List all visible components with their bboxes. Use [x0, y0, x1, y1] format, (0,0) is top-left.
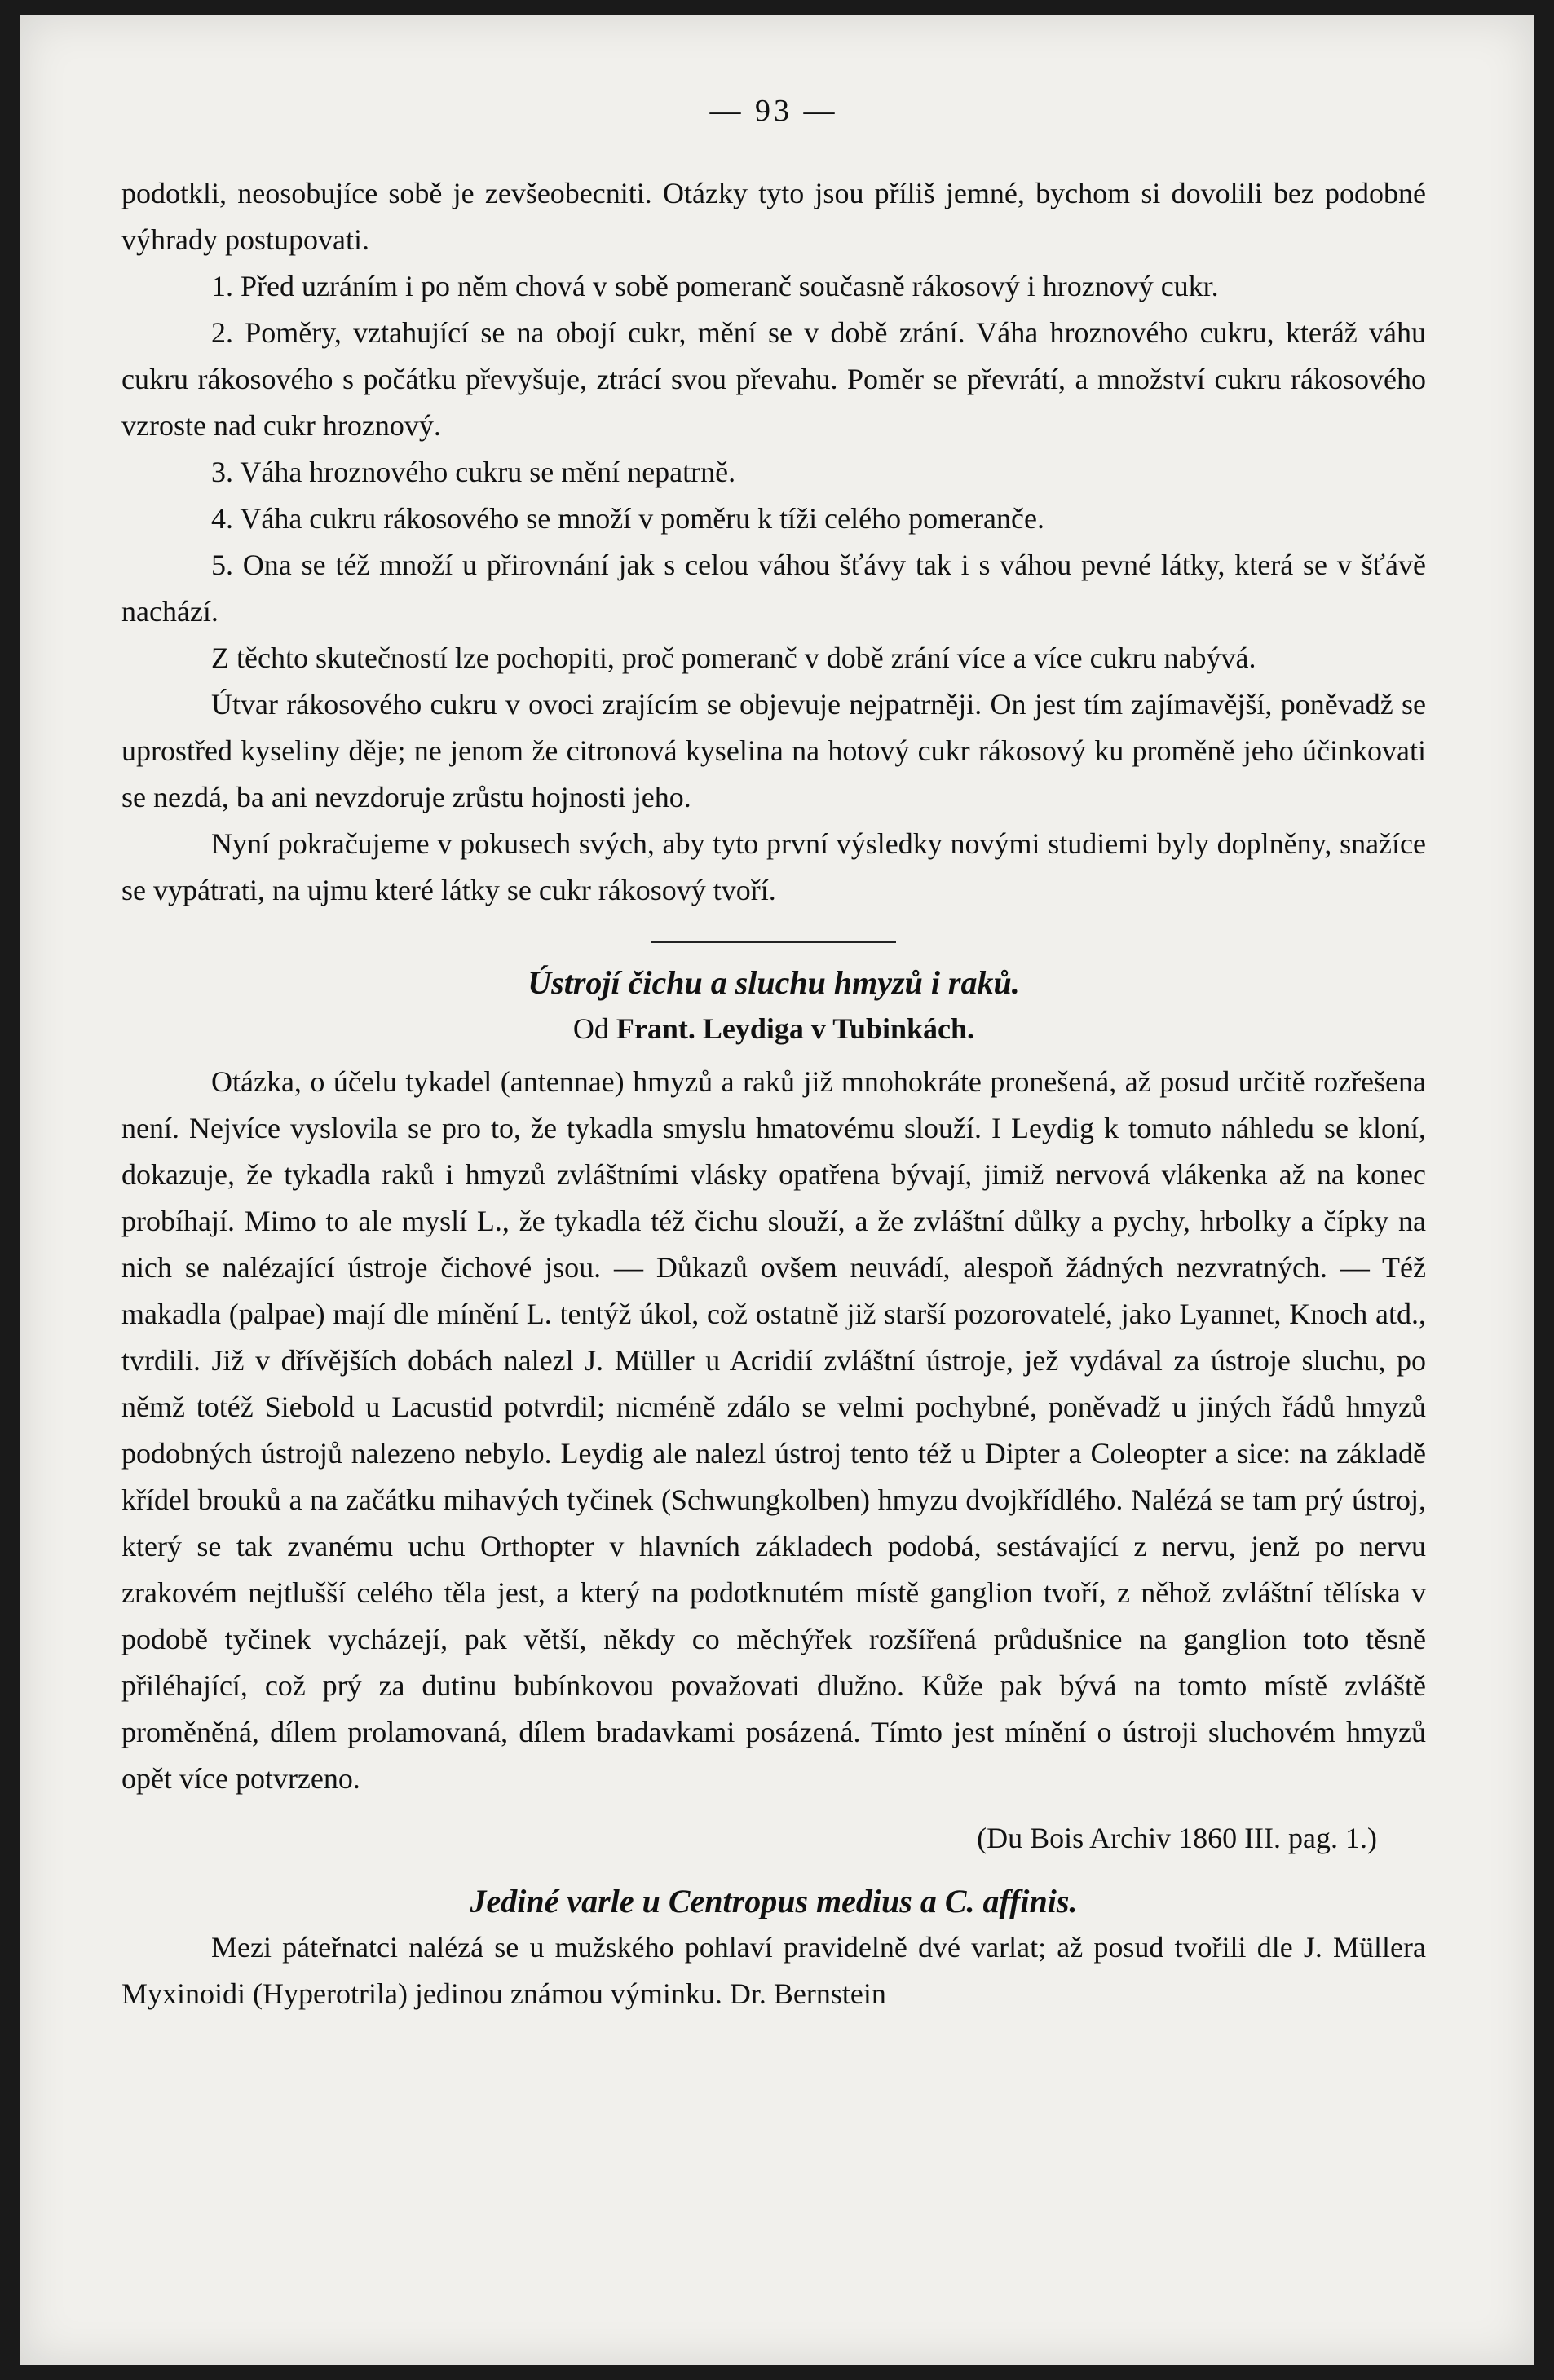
source-citation: (Du Bois Archiv 1860 III. pag. 1.)	[977, 1822, 1377, 1854]
list-item-4: 4. Váha cukru rákosového se množí v poměru k tíži celého pomeranče.	[211, 502, 1044, 535]
list-item-5: 5. Ona se též množí u přirovnání jak s celou váhou šťávy tak i s váhou pevné látky, která se v šťávě nachází.	[121, 549, 1426, 628]
paragraph-intro: podotkli, neosobujíce sobě je zevšeobecniti. Otázky tyto jsou příliš jemné, bychom si dovolili bez podobné výhrady postupovati.	[121, 177, 1426, 256]
page-text	[121, 88, 1426, 2017]
byline-prefix: Od	[572, 1012, 616, 1045]
list-item-3: 3. Váha hroznového cukru se mění nepatrně.	[211, 456, 736, 488]
list-item-2: 2. Poměry, vztahující se na obojí cukr, mění se v době zrání. Váha hroznového cukru, kteráž váhu cukru rákosového s počátku převyšuje, ztrácí svou převahu. Poměr se převrátí, a množství cukru rákosového vzroste nad cukr hroznový.	[121, 316, 1426, 442]
paragraph-cane-sugar: Útvar rákosového cukru v ovoci zrajícím se objevuje nejpatrněji. On jest tím zajímavější, poněvadž se uprostřed kyseliny děje; ne jenom že citronová kyselina na hotový cukr rákosový ku proměně jeho účinkovati se nezdá, ba ani nevzdoruje zrůstu hojnosti jeho.	[121, 688, 1426, 813]
page-number: — 93 —	[709, 94, 838, 128]
book-page	[20, 15, 1534, 2365]
paragraph-antennae: Otázka, o účelu tykadel (antennae) hmyzů a raků již mnohokráte pronešená, až posud určitě rozřešena není. Nejvíce vyslovila se pro to, že tykadla smyslu hmatovému slouží. I Leydig k tomuto náhledu se kloní, dokazuje, že tykadla raků i hmyzů zvláštními vlásky opatřena bývají, jimiž nervová vlákenka až na konec probíhají. Mimo to ale myslí L., že tykadla též čichu slouží, a že zvláštní důlky a pychy, hrbolky a čípky na nich se nalézající ústroje čichové jsou. — Důkazů ovšem neuvádí, alespoň žádných nezvratných. — Též makadla (palpae) mají dle mínění L. tentýž úkol, což ostatně již starší pozorovatelé, jako Lyannet, Knoch atd., tvrdili. Již v dřívějších dobách nalezl J. Müller u Acridií zvláštní ústroje, jež vydával za ústroje sluchu, po němž totéž Siebold u Lacustid potvrdil; nicméně zdálo se velmi pochybné, poněvadž u jiných řádů hmyzů podobných ústrojů nalezeno nebylo. Leydig ale nalezl ústroj tento též u Dipter a Coleopter a sice: na základě křídel brouků a na začátku mihavých tyčinek (Schwungkolben) hmyzu dvojkřídlého. Nalézá se tam prý ústroj, který se tak zvanému uchu Orthopter v hlavních základech podobá, sestávající z nervu, jenž po nervu zrakovém nejtlušší celého těla jest, a který na podotknutém místě ganglion tvoří, z něhož zvláštní tělíska v podobě tyčinek vycházejí, pak větší, někdy co měchýřek rozšířená průdušnice na ganglion toto těsně přiléhající, což prý za dutinu bubínkovou považovati dlužno. Kůže pak bývá na tomto místě zvláště proměněná, dílem prolamovaná, dílem bradavkami posázená. Tímto jest mínění o ústroji sluchovém hmyzů opět více potvrzeno.	[121, 1065, 1426, 1795]
paragraph-continuation: Nyní pokračujeme v pokusech svých, aby tyto první výsledky novými studiemi byly doplněny, snažíce se vypátrati, na ujmu které látky se cukr rákosový tvoří.	[121, 827, 1426, 906]
section-divider	[651, 941, 896, 943]
article-title: Ústrojí čichu a sluchu hmyzů i raků.	[528, 964, 1020, 1001]
list-item-1: 1. Před uzráním i po něm chová v sobě pomeranč současně rákosový i hroznový cukr.	[211, 270, 1219, 302]
article-byline	[121, 1006, 1426, 1052]
byline-author: Frant. Leydiga v Tubinkách.	[616, 1012, 975, 1045]
paragraph-testis: Mezi páteřnatci nalézá se u mužského pohlaví pravidelně dvé varlat; až posud tvořili dle J. Müllera Myxinoidi (Hyperotrila) jedinou známou výminku. Dr. Bernstein	[121, 1931, 1426, 2010]
article-title-2: Jediné varle u Centropus medius a C. affinis.	[470, 1883, 1078, 1919]
paragraph-conclusion: Z těchto skutečností lze pochopiti, proč pomeranč v době zrání více a více cukru nabývá.	[211, 641, 1256, 674]
